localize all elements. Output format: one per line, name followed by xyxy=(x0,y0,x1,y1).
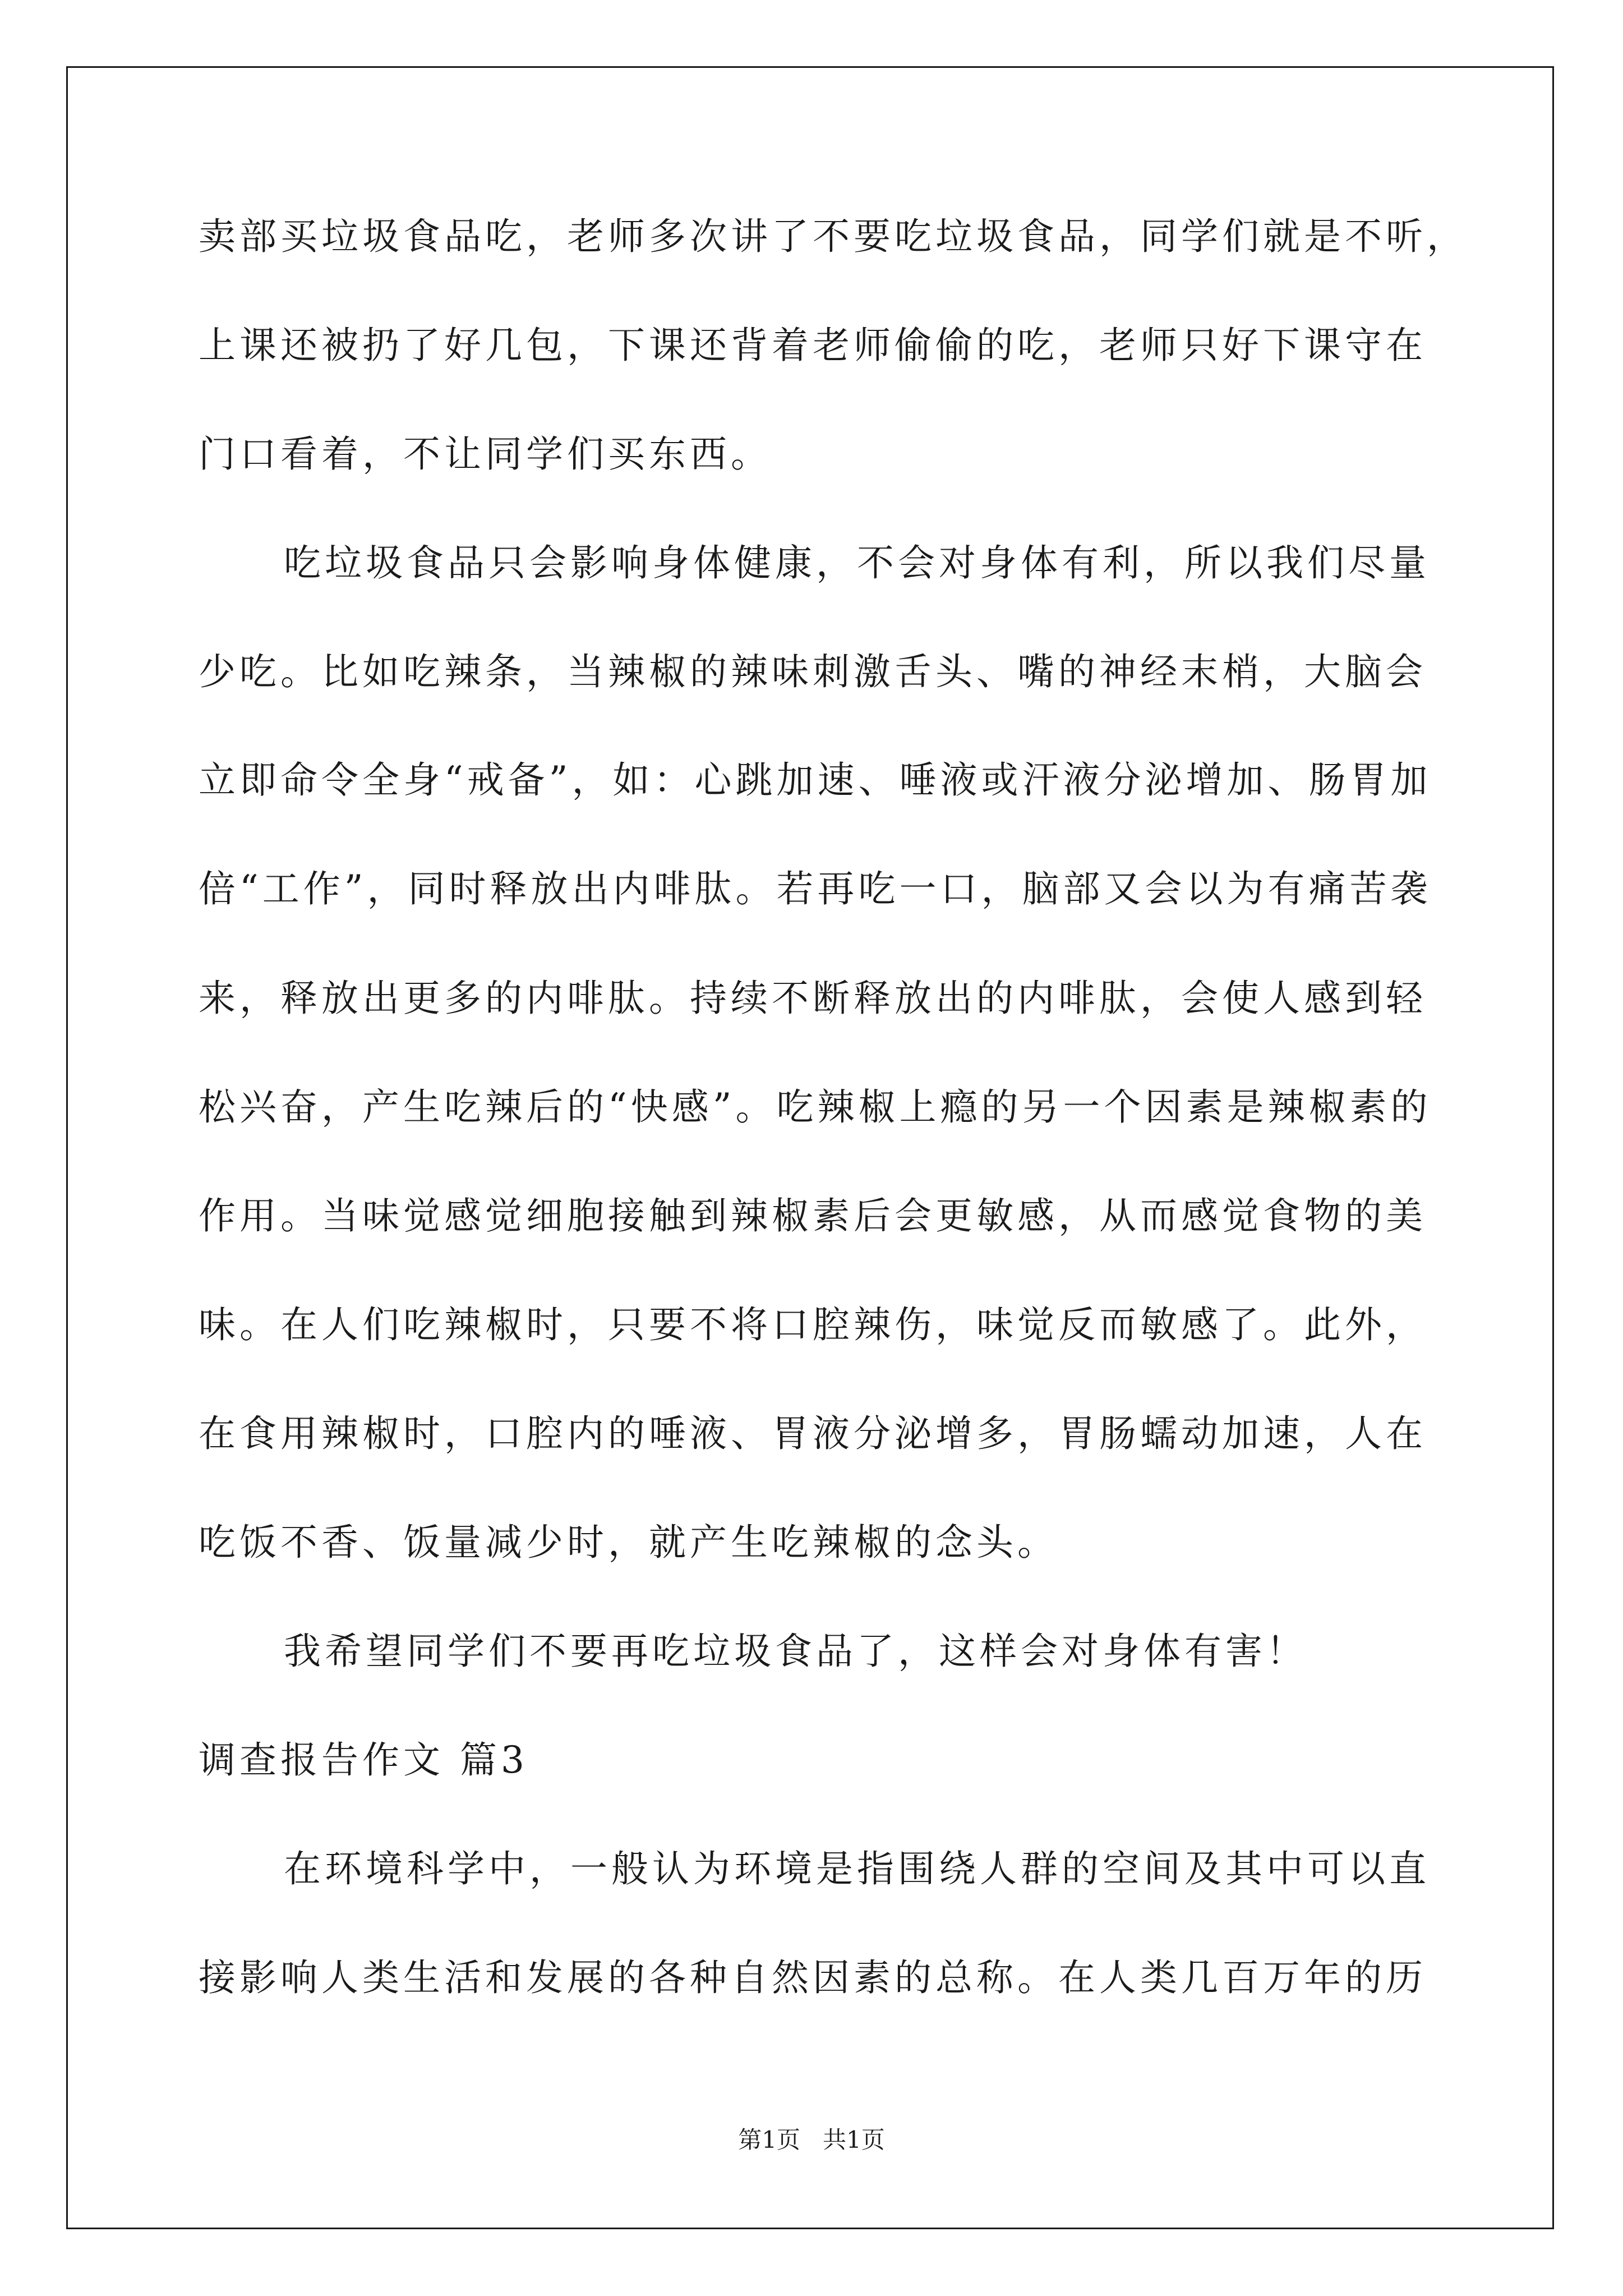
body-line-10: 作用。当味觉感觉细胞接触到辣椒素后会更敏感，从而感觉食物的美 xyxy=(199,1194,1427,1237)
body-line-9: 松兴奋，产生吃辣后的“快感”。吃辣椒上瘾的另一个因素是辣椒素的 xyxy=(199,1085,1432,1129)
body-line-1: 卖部买垃圾食品吃，老师多次讲了不要吃垃圾食品，同学们就是不听， xyxy=(199,215,1468,258)
body-line-13: 吃饭不香、饭量减少时，就产生吃辣椒的念头。 xyxy=(199,1521,1058,1564)
section-heading: 调查报告作文 篇3 xyxy=(199,1738,528,1782)
body-line-6: 立即命令全身“戒备”，如：心跳加速、唾液或汗液分泌增加、肠胃加 xyxy=(199,758,1432,802)
body-line-3: 门口看着，不让同学们买东西。 xyxy=(199,432,772,476)
body-line-8: 来，释放出更多的内啡肽。持续不断释放出的内啡肽，会使人感到轻 xyxy=(199,977,1427,1020)
body-line-12: 在食用辣椒时，口腔内的唾液、胃液分泌增多，胃肠蠕动加速，人在 xyxy=(199,1412,1427,1455)
body-line-14: 我希望同学们不要再吃垃圾食品了，这样会对身体有害！ xyxy=(284,1630,1307,1673)
body-line-17: 接影响人类生活和发展的各种自然因素的总称。在人类几百万年的历 xyxy=(199,1956,1427,1999)
body-line-7: 倍“工作”，同时释放出内啡肽。若再吃一口，脑部又会以为有痛苦袭 xyxy=(199,867,1432,910)
body-line-2: 上课还被扔了好几包，下课还背着老师偷偷的吃，老师只好下课守在 xyxy=(199,324,1427,367)
body-line-5: 少吃。比如吃辣条，当辣椒的辣味刺激舌头、嘴的神经末梢，大脑会 xyxy=(199,650,1427,693)
body-line-4: 吃垃圾食品只会影响身体健康，不会对身体有利，所以我们尽量 xyxy=(284,541,1430,585)
body-line-11: 味。在人们吃辣椒时，只要不将口腔辣伤，味觉反而敏感了。此外， xyxy=(199,1303,1427,1346)
body-line-16: 在环境科学中，一般认为环境是指围绕人群的空间及其中可以直 xyxy=(284,1847,1430,1890)
page-number-footer: 第1页 共1页 xyxy=(738,2126,885,2154)
page-border xyxy=(66,66,1554,2229)
